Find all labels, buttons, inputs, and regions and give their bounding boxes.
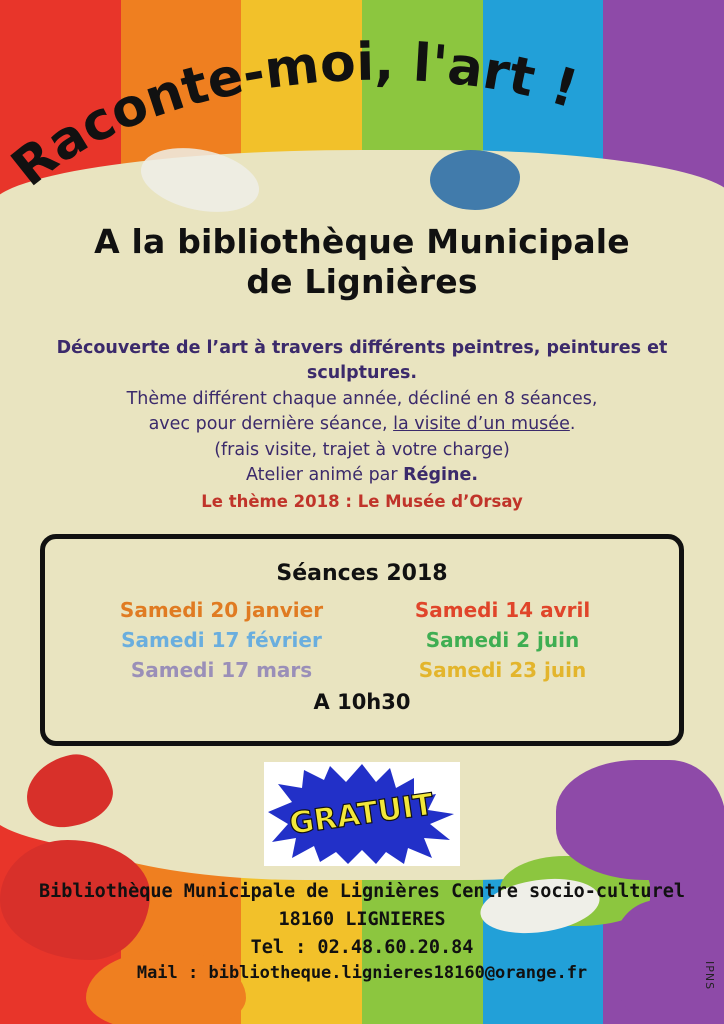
side-credit: IPNS	[703, 960, 716, 990]
page-title	[0, 222, 724, 303]
session-item: Samedi 23 juin	[418, 658, 587, 682]
footer-contact	[0, 878, 724, 987]
intro-line-5	[0, 463, 724, 488]
gratuit-label: GRATUIT	[287, 787, 436, 842]
intro-line-2: Thème différent chaque année, décliné en 8 séances,	[126, 388, 598, 409]
theme-line: Le thème 2018 : Le Musée d’Orsay	[201, 492, 523, 511]
session-item: Samedi 20 janvier	[119, 598, 324, 622]
session-item: Samedi 17 février	[121, 628, 322, 652]
starburst-icon	[264, 762, 460, 866]
footer-email: Mail : bibliotheque.lignieres18160@orange.fr	[136, 963, 588, 984]
footer-phone: Tel : 02.48.60.20.84	[250, 936, 474, 958]
heading-line-2: de Lignières	[246, 262, 478, 302]
gratuit-badge	[264, 762, 460, 866]
intro-line-3-underlined: la visite d’un musée	[393, 414, 570, 435]
intro-line-1: Découverte de l’art à travers différents peintres, peintures et sculptures.	[56, 338, 668, 384]
poster-title-text: Raconte-moi, l'art !	[0, 32, 585, 199]
intro-line-4: (frais visite, trajet à votre charge)	[214, 439, 510, 460]
sessions-title: Séances 2018	[276, 561, 448, 586]
sessions-grid	[45, 598, 679, 682]
session-item: Samedi 17 mars	[130, 658, 313, 682]
intro-line-5-prefix: Atelier animé par	[245, 464, 404, 485]
poster-title	[0, 14, 724, 214]
session-item: Samedi 14 avril	[414, 598, 591, 622]
footer-line-2: 18160 LIGNIERES	[278, 908, 446, 930]
intro-block	[0, 336, 724, 488]
paint-splotch-purple	[556, 760, 724, 880]
sessions-time: A 10h30	[313, 690, 411, 714]
session-item: Samedi 2 juin	[425, 628, 580, 652]
heading-line-1: A la bibliothèque Municipale	[94, 222, 630, 261]
intro-line-3-suffix: .	[569, 414, 576, 435]
animator-name: Régine.	[403, 464, 479, 485]
intro-line-3-prefix: avec pour dernière séance,	[148, 414, 394, 435]
intro-line-3	[0, 412, 724, 437]
footer-line-1: Bibliothèque Municipale de Lignières Centre socio-culturel	[38, 881, 685, 902]
sessions-box	[40, 534, 684, 746]
